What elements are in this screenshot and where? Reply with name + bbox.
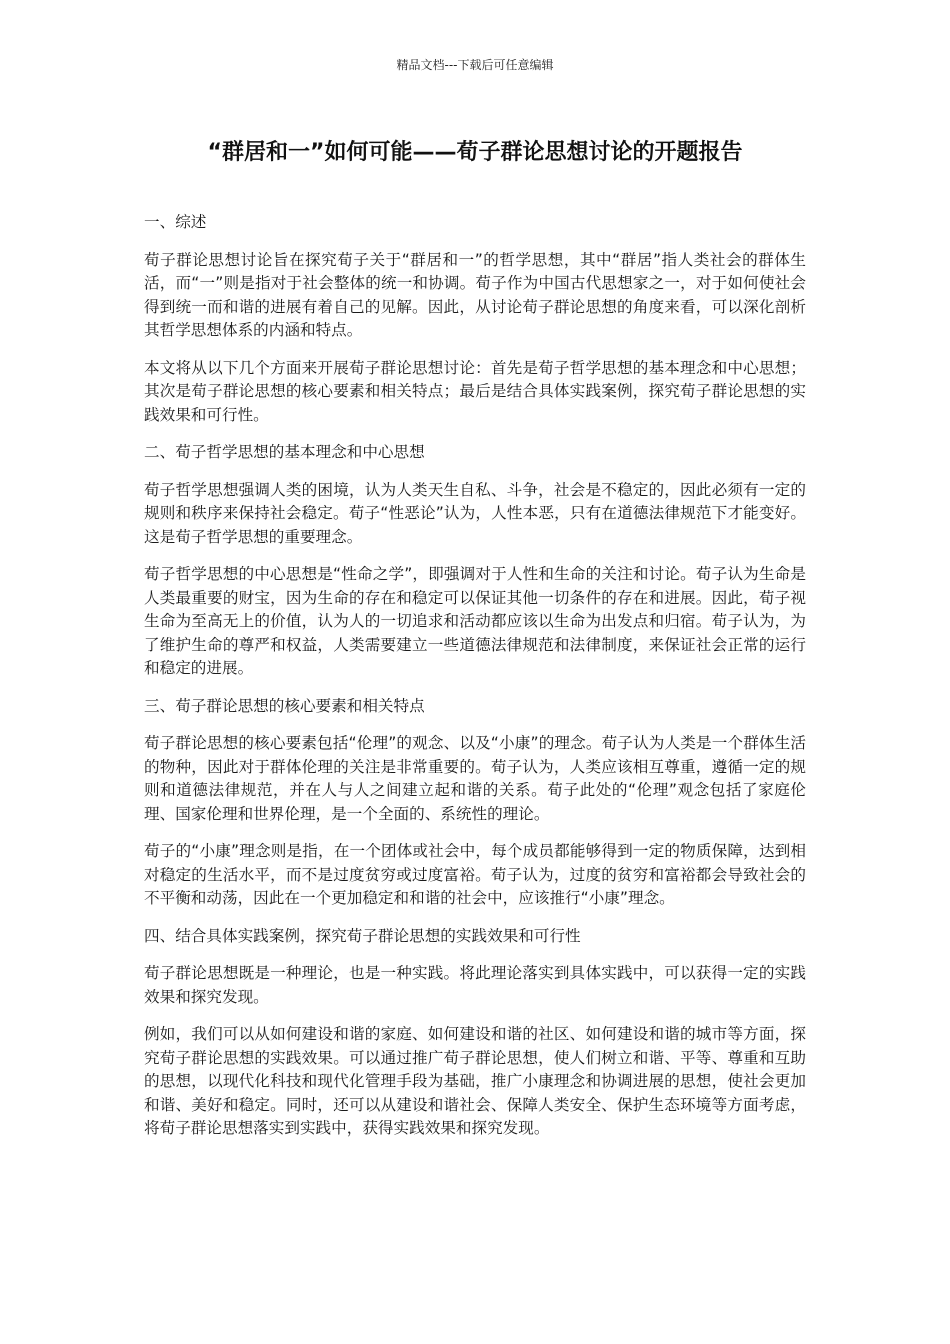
header-note: 精品文档---下载后可任意编辑 xyxy=(396,58,554,72)
paragraph: 荀子的“小康”理念则是指，在一个团体或社会中，每个成员都能够得到一定的物质保障，达到相对稳定的生活水平，而不是过度贫穷或过度富裕。荀子认为，过度的贫穷和富裕都会导致社会的不平衡和动荡，因此在一个更加稳定和和谐的社会中，应该推行“小康”理念。 xyxy=(144,842,806,907)
section-heading-3: 三、荀子群论思想的核心要素和相关特点 xyxy=(144,696,425,715)
paragraph: 荀子哲学思想强调人类的困境，认为人类天生自私、斗争，社会是不稳定的，因此必须有一定的规则和秩序来保持社会稳定。荀子“性恶论”认为，人性本恶，只有在道德法律规范下才能变好。这是荀子哲学思想的重要理念。 xyxy=(144,480,806,546)
paragraph: 荀子群论思想的核心要素包括“伦理”的观念、以及“小康”的理念。荀子认为人类是一个群体生活的物种，因此对于群体伦理的关注是非常重要的。荀子认为，人类应该相互尊重，遵循一定的规则和道德法律规范，并在人与人之间建立起和谐的关系。荀子此处的“伦理”观念包括了家庭伦理、国家伦理和世界伦理，是一个全面的、系统性的理论。 xyxy=(144,734,806,823)
section-heading-4: 四、结合具体实践案例，探究荀子群论思想的实践效果和可行性 xyxy=(144,926,581,945)
section-heading-1: 一、综述 xyxy=(144,213,207,231)
paragraph: 荀子群论思想讨论旨在探究荀子关于“群居和一”的哲学思想，其中“群居”指人类社会的群体生活，而“一”则是指对于社会整体的统一和协调。荀子作为中国古代思想家之一，对于如何使社会得到统一而和谐的进展有着自己的见解。因此，从讨论荀子群论思想的角度来看，可以深化剖析其哲学思想体系的内涵和特点。 xyxy=(144,250,806,339)
paragraph: 例如，我们可以从如何建设和谐的家庭、如何建设和谐的社区、如何建设和谐的城市等方面，探究荀子群论思想的实践效果。可以通过推广荀子群论思想，使人们树立和谐、平等、尊重和互助的思想，以现代化科技和现代化管理手段为基础，推广小康理念和协调进展的思想，使社会更加和谐、美好和稳定。同时，还可以从建设和谐社会、保障人类安全、保护生态环境等方面考虑，将荀子群论思想落实到实践中，获得实践效果和探究发现。 xyxy=(144,1025,806,1137)
document-title: “群居和一”如何可能——荀子群论思想讨论的开题报告 xyxy=(207,140,743,165)
section-heading-2: 二、荀子哲学思想的基本理念和中心思想 xyxy=(144,443,425,461)
paragraph: 荀子群论思想既是一种理论，也是一种实践。将此理论落实到具体实践中，可以获得一定的实践效果和探究发现。 xyxy=(144,964,806,1006)
paragraph: 荀子哲学思想的中心思想是“性命之学”，即强调对于人性和生命的关注和讨论。荀子认为生命是人类最重要的财宝，因为生命的存在和稳定可以保证其他一切条件的存在和进展。因此，荀子视生命为至高无上的价值，认为人的一切追求和活动都应该以生命为出发点和归宿。荀子认为，为了维护生命的尊严和权益，人类需要建立一些道德法律规范和法律制度，来保证社会正常的运行和稳定的进展。 xyxy=(144,565,806,677)
paragraph: 本文将从以下几个方面来开展荀子群论思想讨论：首先是荀子哲学思想的基本理念和中心思想；其次是荀子群论思想的核心要素和相关特点；最后是结合具体实践案例，探究荀子群论思想的实践效果和可行性。 xyxy=(144,358,806,424)
document-body xyxy=(144,211,806,1155)
